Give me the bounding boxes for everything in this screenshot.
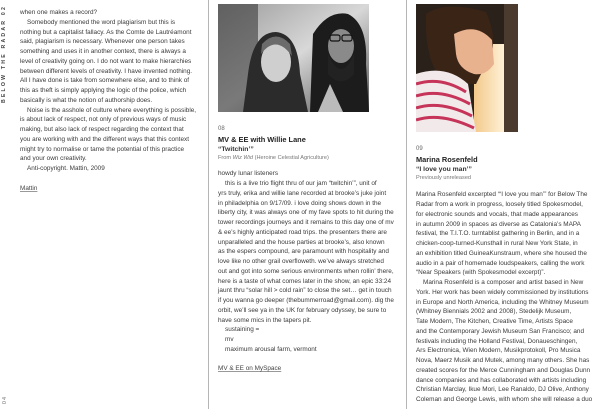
text-line: is about lack of respect, not only of previous ways of music: [20, 116, 187, 124]
text-line: said, plagiarism is necessary. Whenever one person takes: [20, 38, 185, 46]
page-number: 04: [2, 395, 8, 405]
text-line: Christian Marclay, Ikue Mori, Lee Ranaldo, DJ Olive, Anthony: [416, 386, 589, 394]
text-line: Marina Rosenfeld excerpted “‘I love you man’” for Below The: [416, 191, 588, 199]
body-text: [416, 190, 600, 405]
mattin-link[interactable]: Mattin: [20, 184, 38, 192]
text-line: this is a live trio flight thru of our jam “twitchin’”, unit of: [225, 180, 377, 187]
column-divider: [208, 0, 209, 409]
text-line: mv: [225, 336, 234, 343]
text-line: “Near Speakers (with Spokesmodel excerpt)”.: [416, 269, 546, 277]
track-title: “Twitchin’”: [218, 145, 254, 153]
text-line: have some mics in the tapers pit.: [218, 316, 312, 324]
track-09: [416, 145, 600, 405]
text-line: Somebody mentioned the word plagiarism but this is: [27, 18, 176, 26]
text-line: (Whitney Biennials 2002 and 2008), Stedelijk Museum,: [416, 308, 572, 316]
text-line: Nova, Maerz Musik and Mutek, among many others. She has: [416, 357, 590, 364]
text-line: jaunt thru “solar hill > cold rain” to close the set… get in touch: [218, 287, 392, 295]
marina-rosenfeld-photo: [416, 4, 518, 132]
text-line: between different levels of creativity. I have invented nothing.: [20, 67, 193, 75]
text-line: yrs truly, erika and willie lane recorded at brooke’s juke joint: [218, 189, 387, 197]
text-line: if you wanna go deeper (thebummerroad@gmail.com). dig the: [218, 297, 394, 304]
text-line: festival, the T.I.T.O. turntablist gathering in Berlin, and in a: [416, 230, 580, 238]
running-head: BELOW THE RADAR 02: [1, 4, 7, 104]
text-line: howdy lunar listeners: [218, 170, 279, 178]
track-number: 08: [218, 126, 225, 132]
mv-ee-photo: [218, 4, 369, 112]
track-artist: Marina Rosenfeld: [416, 154, 478, 164]
text-line: Marina Rosenfeld is a composer and artist based in New: [423, 279, 584, 286]
text-line: and your own creativity.: [20, 155, 87, 163]
text-line: making, but also lack of respect regarding the context that: [20, 126, 184, 133]
text-line: as the espers compound, are paramount with hospitality and: [218, 248, 389, 256]
body-text: [20, 8, 205, 174]
text-line: Noise is the asshole of culture where everything is possible,: [27, 106, 197, 114]
text-line: Radar from a work in progress, loosely titled Spokesmodel,: [416, 201, 583, 208]
myspace-link[interactable]: MV & EE on MySpace: [218, 365, 282, 373]
track-08: [218, 125, 403, 374]
text-line: this as theft is simply applying the logic of the police, which: [20, 87, 187, 94]
text-line: tower recordings journeys and it remains to this day one of mv: [218, 219, 394, 226]
column-mattin-text: [20, 8, 205, 193]
text-line: in philadelphia on 9/17/09. i love doing shows down in the: [218, 199, 382, 207]
text-line: and the Contemporary Jewish Museum San Francisco; and: [416, 327, 585, 335]
text-line: maximum arousal farm, vermont: [225, 345, 317, 353]
text-line: dance companies and has collaborated with artists including: [416, 376, 587, 384]
text-line: when one makes a record?: [20, 9, 98, 16]
text-line: something and uses it in another context, there is always a: [20, 48, 186, 55]
text-line: here is a taste of what comes later in the show, an epic 33:24: [218, 277, 392, 285]
track-source: From Wiz Wid (Heroine Celestial Agriculture): [218, 155, 329, 162]
text-line: basically is what the notion of authorship does.: [20, 96, 153, 104]
text-line: audio in a pair of homemade loudspeakers, calling the work: [416, 259, 585, 267]
text-line: out and got into some serious environments when rollin’ there,: [218, 267, 394, 275]
text-line: & ee’s highly anticipated road trips. the presenters there are: [218, 228, 387, 236]
text-line: Tate Modern, The Kitchen, Creative Time, Artists Space: [416, 318, 573, 325]
text-line: chicken-coop-turned-Kunsthall in rural New York State, in: [416, 240, 578, 247]
text-line: in autumn 2009 in spaces as diverse as Catalonia’s MAPA: [416, 220, 581, 228]
text-line: unparalleled and the house parties at brooke’s, also known: [218, 238, 385, 246]
body-text: [218, 169, 403, 354]
text-line: All I have done is take from somewhere else, and to think of: [20, 77, 190, 85]
text-line: level of creativity going on. I do not want to make hierarchies: [20, 57, 192, 65]
text-line: Ars Electronica, Wien Modern, Musikprotokoll, Pro Musica: [416, 347, 581, 355]
text-line: festivals including the Holland Festival, Donaueschingen,: [416, 337, 578, 345]
track-artist: MV & EE with Willie Lane: [218, 134, 306, 144]
column-divider: [406, 0, 407, 409]
track-number: 09: [416, 146, 423, 152]
text-line: might try to normalise or tame the potential of this practice: [20, 145, 185, 153]
text-line: sustaining =: [225, 326, 260, 334]
text-line: in Europe and North America, including the Whitney Museum: [416, 298, 589, 306]
text-line: for electronic sounds and vocals, that made appearances: [416, 210, 578, 218]
text-line: love like no other grail overfloweth. we’ve always stretched: [218, 258, 384, 265]
text-line: Anti-copyright. Mattin, 2009: [27, 165, 105, 172]
text-line: an exhibition titled GuineaKunstraum, where she housed the: [416, 249, 587, 257]
track-source: Previously unreleased: [416, 175, 472, 182]
text-line: orbit, we’ll see ya in the UK for february odyssey, be sure to: [218, 306, 387, 314]
track-title: “I love you man’”: [416, 165, 472, 173]
text-line: created scores for the Merce Cunningham and Douglas Dunn: [416, 366, 591, 374]
text-line: York. Her work has been widely commissioned by institutions: [416, 288, 589, 296]
text-line: Coleman and George Lewis, with whom she will release a duo: [416, 396, 593, 403]
text-line: you are working with and the different ways that this context: [20, 135, 189, 143]
text-line: nothing but a capitalist fallacy. As the Comte de Lautréamont: [20, 28, 192, 36]
text-line: liberty city, it was always one of my fave spots to hit during the: [218, 209, 394, 217]
